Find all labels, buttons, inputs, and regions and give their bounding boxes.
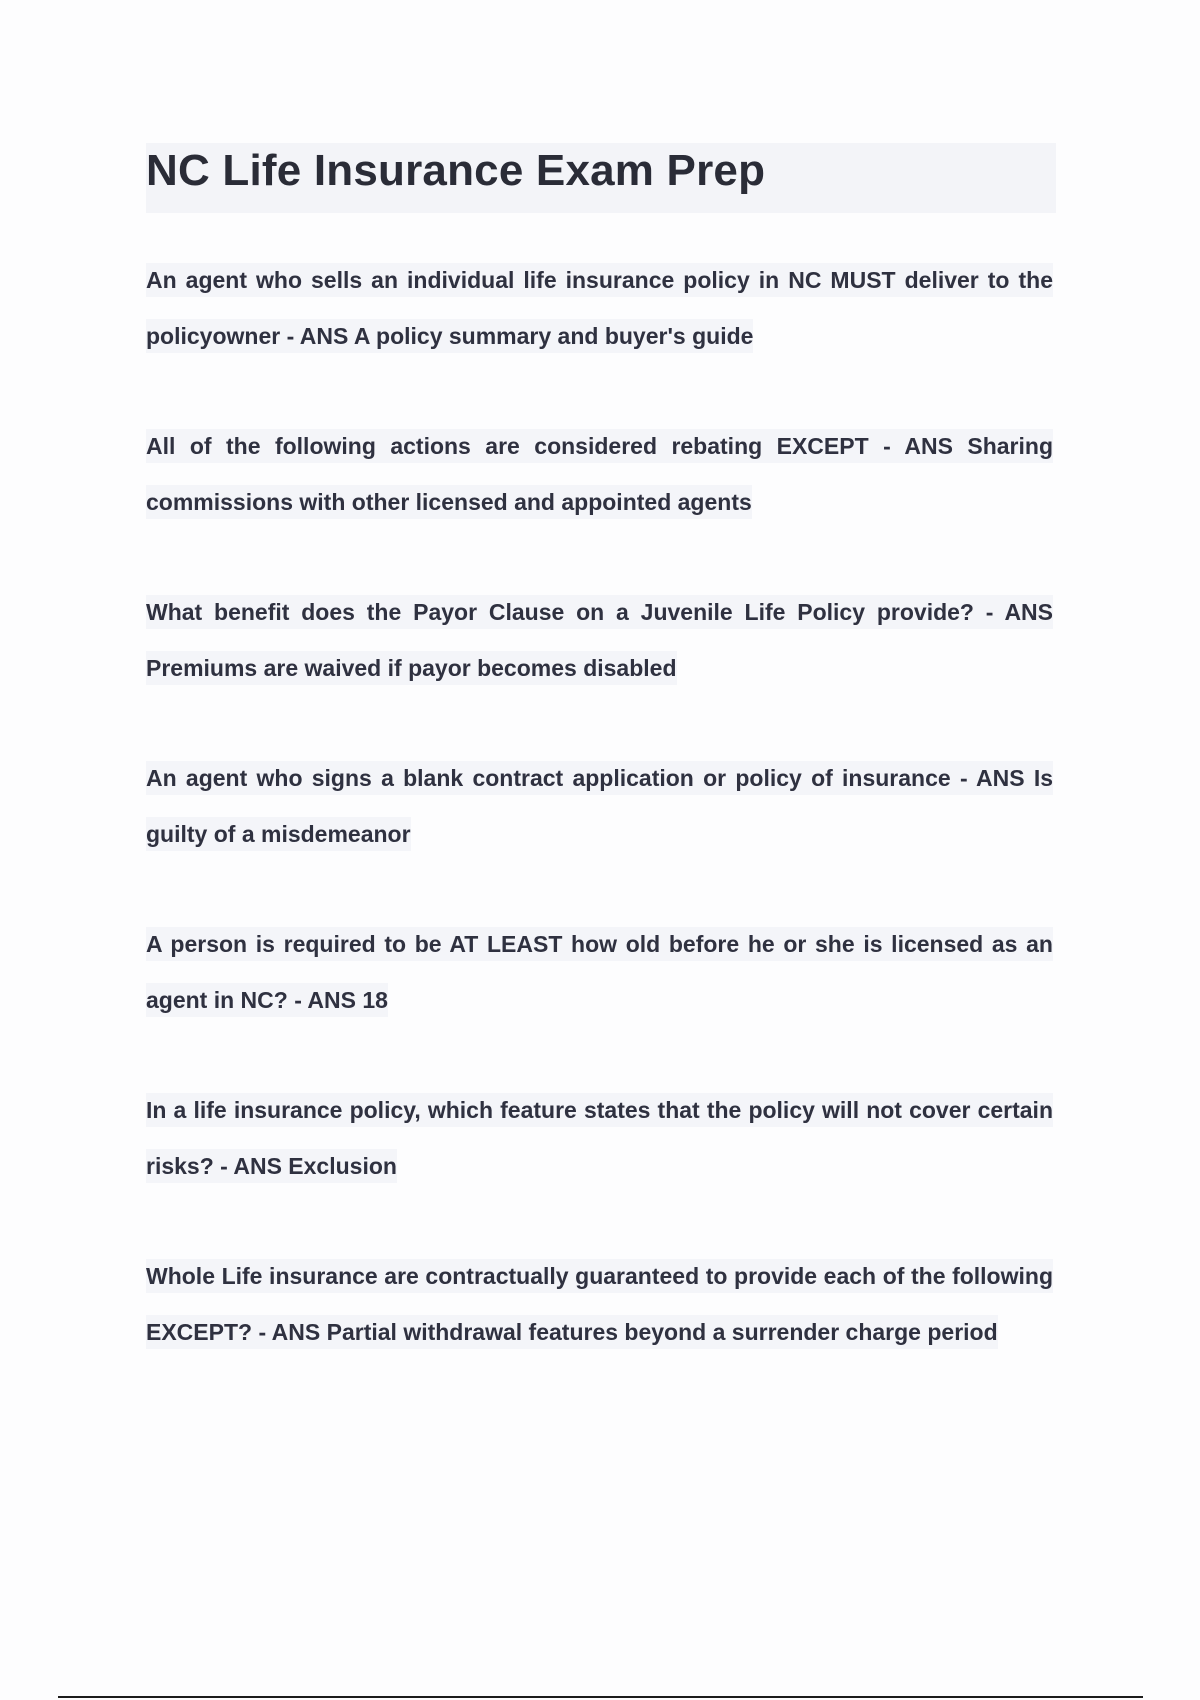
qa-item-5 [146,916,1053,1028]
qa-item-text: What benefit does the Payor Clause on a Juvenile Life Policy provide? - ANS Premiums are waived if payor becomes disabled [146,595,1053,685]
qa-item-text: An agent who sells an individual life insurance policy in NC MUST deliver to the policyowner - ANS A policy summary and buyer's guide [146,263,1053,353]
qa-item-6 [146,1082,1053,1194]
qa-item-text: An agent who signs a blank contract application or policy of insurance - ANS Is guilty of a misdemeanor [146,761,1053,851]
question-answer-list [146,252,1053,1414]
page-bottom-divider [58,1696,1143,1698]
qa-item-text: Whole Life insurance are contractually guaranteed to provide each of the following EXCEPT? - ANS Partial withdrawal features beyond a surrender charge period [146,1259,1053,1349]
qa-item-3 [146,584,1053,696]
qa-item-text: All of the following actions are considered rebating EXCEPT - ANS Sharing commissions with other licensed and appointed agents [146,429,1053,519]
qa-item-4 [146,750,1053,862]
qa-item-7 [146,1248,1053,1360]
qa-item-2 [146,418,1053,530]
qa-item-text: In a life insurance policy, which feature states that the policy will not cover certain risks? - ANS Exclusion [146,1093,1053,1183]
page-title: NC Life Insurance Exam Prep [146,146,766,195]
qa-item-text: A person is required to be AT LEAST how old before he or she is licensed as an agent in NC? - ANS 18 [146,927,1053,1017]
qa-item-1 [146,252,1053,364]
